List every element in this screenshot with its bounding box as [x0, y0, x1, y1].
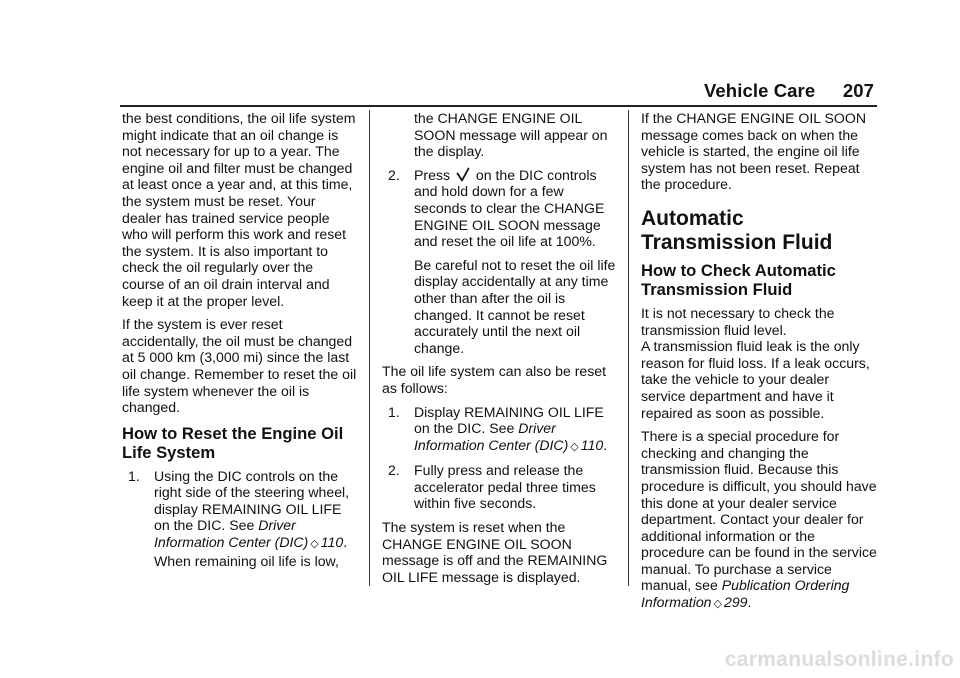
column-divider-1 [369, 110, 370, 586]
step-continuation: the CHANGE ENGINE OIL SOON message will appear on the display. [414, 110, 608, 160]
step-text: Display REMAINING OIL LIFE on the DIC. See [414, 403, 604, 437]
watermark: carmanualsonline.info [724, 648, 954, 671]
paragraph: The oil life system can also be reset as follows: [382, 363, 607, 396]
step-number: 1. [388, 403, 400, 420]
column-divider-2 [628, 110, 629, 586]
page-ref-arrow-icon: ◇ [310, 538, 319, 551]
list-item [122, 468, 358, 570]
cross-reference-link[interactable]: Driver Information Center (DIC) [414, 420, 569, 453]
paragraph: If the system is ever reset accidentally, the oil must be changed at 5 000 km (3,000 mi) since the last oil change. Remember to reset the oil life system whenever the oil is changed. [122, 316, 357, 416]
list-item [382, 462, 616, 512]
paragraph-text: There is a special procedure for checking and changing the transmission fluid. Because this procedure is difficult, you should have this done at your dealer service department. Contact your dealer for additional information or the procedure can be found in the service manual. To purchase a service manual, see [641, 428, 877, 594]
cross-reference-link[interactable]: Driver Information Center (DIC) [154, 517, 309, 551]
step-text-continued: When remaining oil life is low, [154, 552, 339, 569]
punctuation: . [603, 436, 608, 453]
column-1 [122, 110, 358, 576]
checkmark-icon [456, 167, 470, 182]
paragraph: It is not necessary to check the transmission fluid level. [641, 304, 835, 338]
step-text: Fully press and release the accelerator pedal three times within five seconds. [414, 462, 596, 512]
page-ref-arrow-icon: ◇ [713, 598, 722, 611]
list-item [382, 404, 616, 456]
punctuation: . [747, 594, 752, 611]
paragraph: The system is reset when the CHANGE ENGINE OIL SOON message is off and the REMAINING OIL LIFE message is displayed. [382, 519, 608, 585]
cross-reference-page[interactable]: 110 [320, 534, 344, 551]
section-heading: How to Check Automatic Transmission Fluid [641, 260, 836, 300]
step-number: 1. [128, 467, 140, 484]
paragraph [641, 428, 877, 613]
paragraph: the best conditions, the oil life system might indicate that an oil change is not necessary for up to a year. The engine oil and filter must be changed at least once a year and, at this time, the system must be reset. Your dealer has trained service people who will perform this work and reset the system. It is also important to check the oil regularly over the course of an oil drain interval and keep it at the proper level. [122, 110, 356, 309]
cross-reference-page[interactable]: 299 [723, 594, 748, 611]
step-text: Using the DIC controls on the right side of the steering wheel, display REMAINING OIL LIFE on the DIC. See [154, 467, 350, 534]
step-number: 2. [388, 166, 400, 183]
paragraph: If the CHANGE ENGINE OIL SOON message comes back on when the vehicle is started, the engine oil life system has not been reset. Repeat the procedure. [641, 110, 867, 193]
step-text: on the DIC controls and hold down for a few seconds to clear the CHANGE ENGINE OIL SOON message and reset the oil life at 100%. [414, 166, 605, 250]
section-title: Vehicle Care [704, 80, 816, 101]
header-rule [120, 105, 877, 107]
column-2 [382, 110, 616, 592]
section-heading: How to Reset the Engine Oil Life System [122, 423, 344, 463]
cross-reference-link[interactable]: Publication Ordering Information [641, 577, 850, 611]
step-number: 2. [388, 462, 400, 479]
list-item [382, 167, 616, 357]
paragraph: A transmission fluid leak is the only reason for fluid loss. If a leak occurs, take the vehicle to your dealer service department and have it repaired as soon as possible. [641, 338, 870, 421]
step-text: Press [414, 166, 454, 183]
punctuation: . [343, 534, 348, 551]
step-note: Be careful not to reset the oil life display accidentally at any time other than after the oil is changed. It cannot be reset accurately until the next oil change. [414, 256, 616, 356]
page-ref-arrow-icon: ◇ [570, 440, 579, 453]
chapter-heading: Automatic Transmission Fluid [641, 206, 833, 254]
page-number: 207 [842, 80, 874, 101]
cross-reference-page[interactable]: 110 [580, 436, 604, 453]
column-3 [641, 110, 877, 620]
